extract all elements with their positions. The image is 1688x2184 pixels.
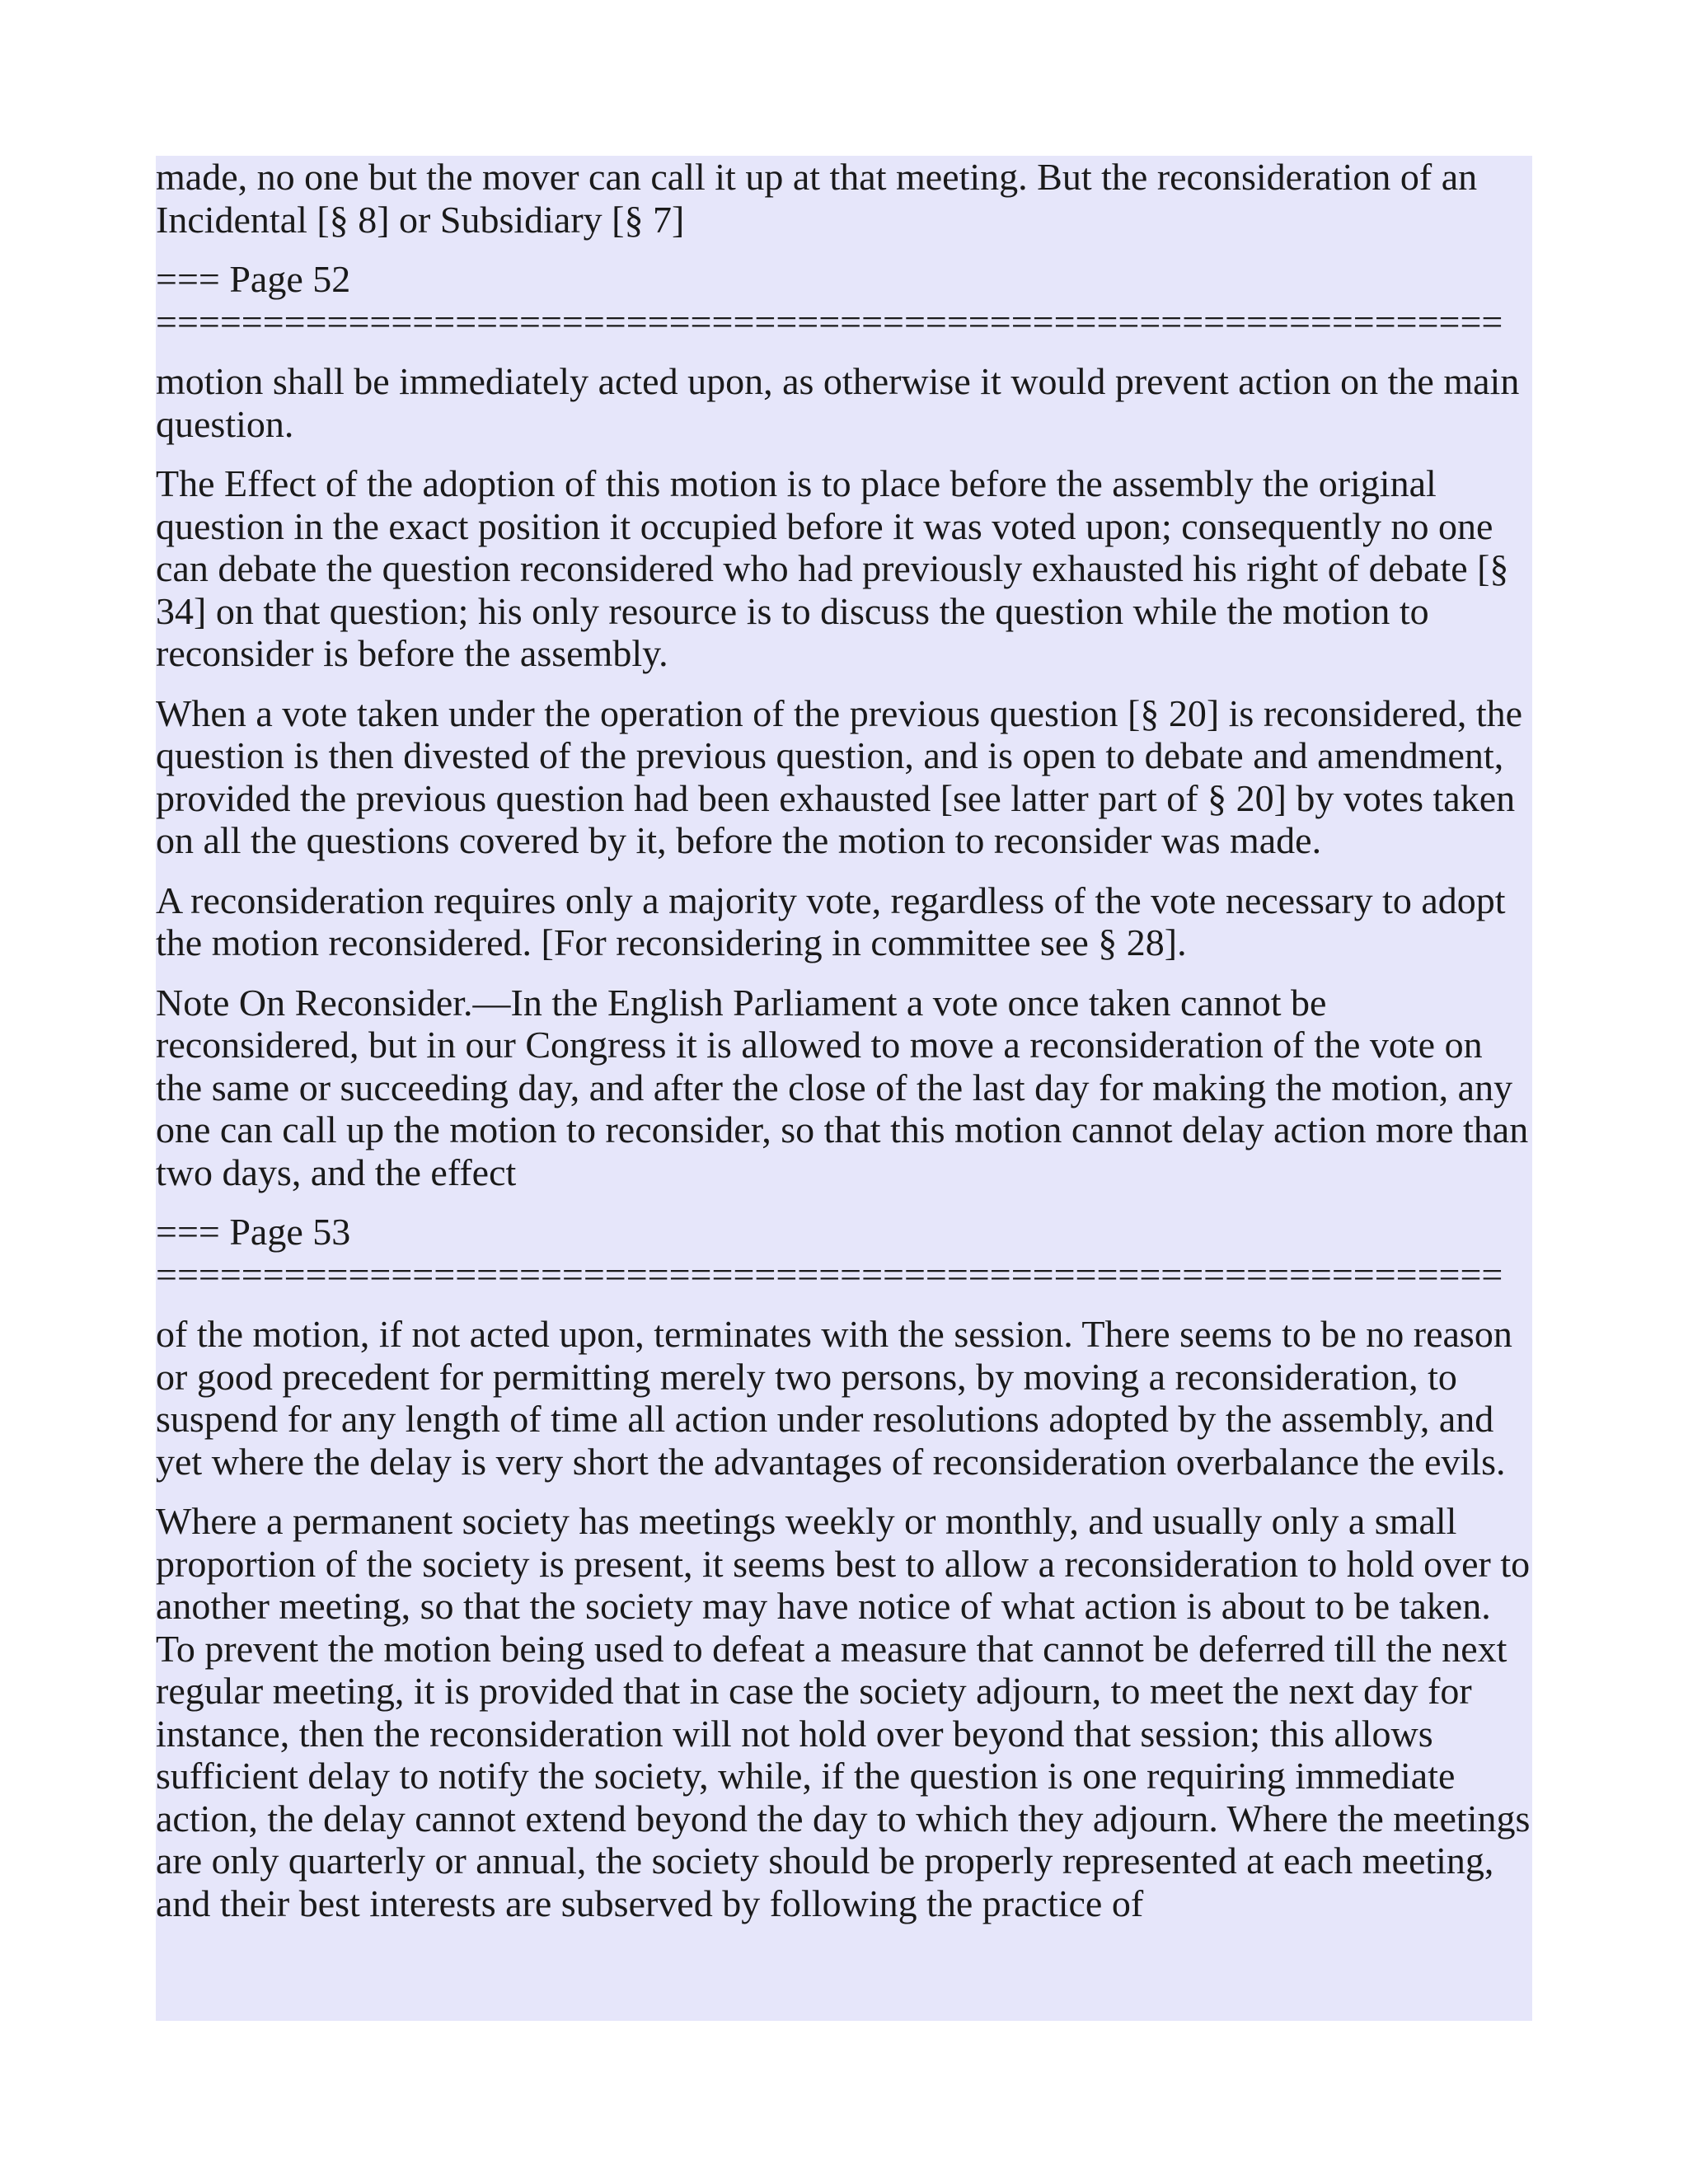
paragraph-continuation: made, no one but the mover can call it up at that meeting. But the reconsideration of an Incidental [§ 8] or Subsidiary [§ 7] — [156, 156, 1478, 241]
paragraph-note-on-reconsider: Note On Reconsider.—In the English Parliament a vote once taken cannot be reconsidered, but in our Congress it is allowed to move a reconsideration of the vote on the same or succeeding day, and after the close of the last day for making the motion, any one can call up the motion to reconsider, so that this motion cannot delay action more than two days, and the effect — [156, 981, 1529, 1193]
paragraph-effect-of-adoption: The Effect of the adoption of this motion is to place before the assembly the original question in the exact position it occupied before it was voted upon; consequently no one can debate the question reconsidered who had previously exhausted his right of debate [§ 34] on that question; his only resource is to discuss the question while the motion to reconsider is before the assembly. — [156, 462, 1509, 674]
paragraph-majority-vote: A reconsideration requires only a majority vote, regardless of the vote necessary to adopt the motion reconsidered. [For reconsidering in committee see § 28]. — [156, 879, 1506, 963]
page-marker-label: === Page 52 — [156, 258, 351, 300]
page-marker-52 — [156, 258, 1532, 343]
paragraph-terminates-with-session: of the motion, if not acted upon, terminates with the session. There seems to be no reason or good precedent for permitting merely two persons, by moving a reconsideration, to suspend for any length of time all action under resolutions adopted by the assembly, and yet where the delay is very short the advantages of reconsideration overbalance the evils. — [156, 1313, 1512, 1483]
paragraph-motion-acted-upon: motion shall be immediately acted upon, as otherwise it would prevent action on the main question. — [156, 360, 1520, 445]
paragraph-previous-question: When a vote taken under the operation of the previous question [§ 20] is reconsidered, the question is then divested of the previous question, and is open to debate and amendment, provided the previous question had been exhausted [see latter part of § 20] by votes taken on all the questions covered by it, before the motion to reconsider was made. — [156, 691, 1523, 861]
page-marker-rule: =============================================================== — [156, 1253, 1503, 1296]
page-marker-label: === Page 53 — [156, 1211, 351, 1253]
document-text-block — [156, 156, 1532, 2021]
page-marker-53 — [156, 1211, 1532, 1296]
paragraph-permanent-society: Where a permanent society has meetings weekly or monthly, and usually only a small proportion of the society is present, it seems best to allow a reconsideration to hold over to another meeting, so that the society may have notice of what action is about to be taken. To prevent the motion being used to defeat a measure that cannot be deferred till the next regular meeting, it is provided that in case the society adjourn, to meet the next day for instance, then the reconsideration will not hold over beyond that session; this allows sufficient delay to notify the society, while, if the question is one requiring immediate action, the delay cannot extend beyond the day to which they adjourn. Where the meetings are only quarterly or annual, the society should be properly represented at each meeting, and their best interests are subserved by following the practice of — [156, 1500, 1531, 1924]
page-marker-rule: =============================================================== — [156, 300, 1503, 343]
